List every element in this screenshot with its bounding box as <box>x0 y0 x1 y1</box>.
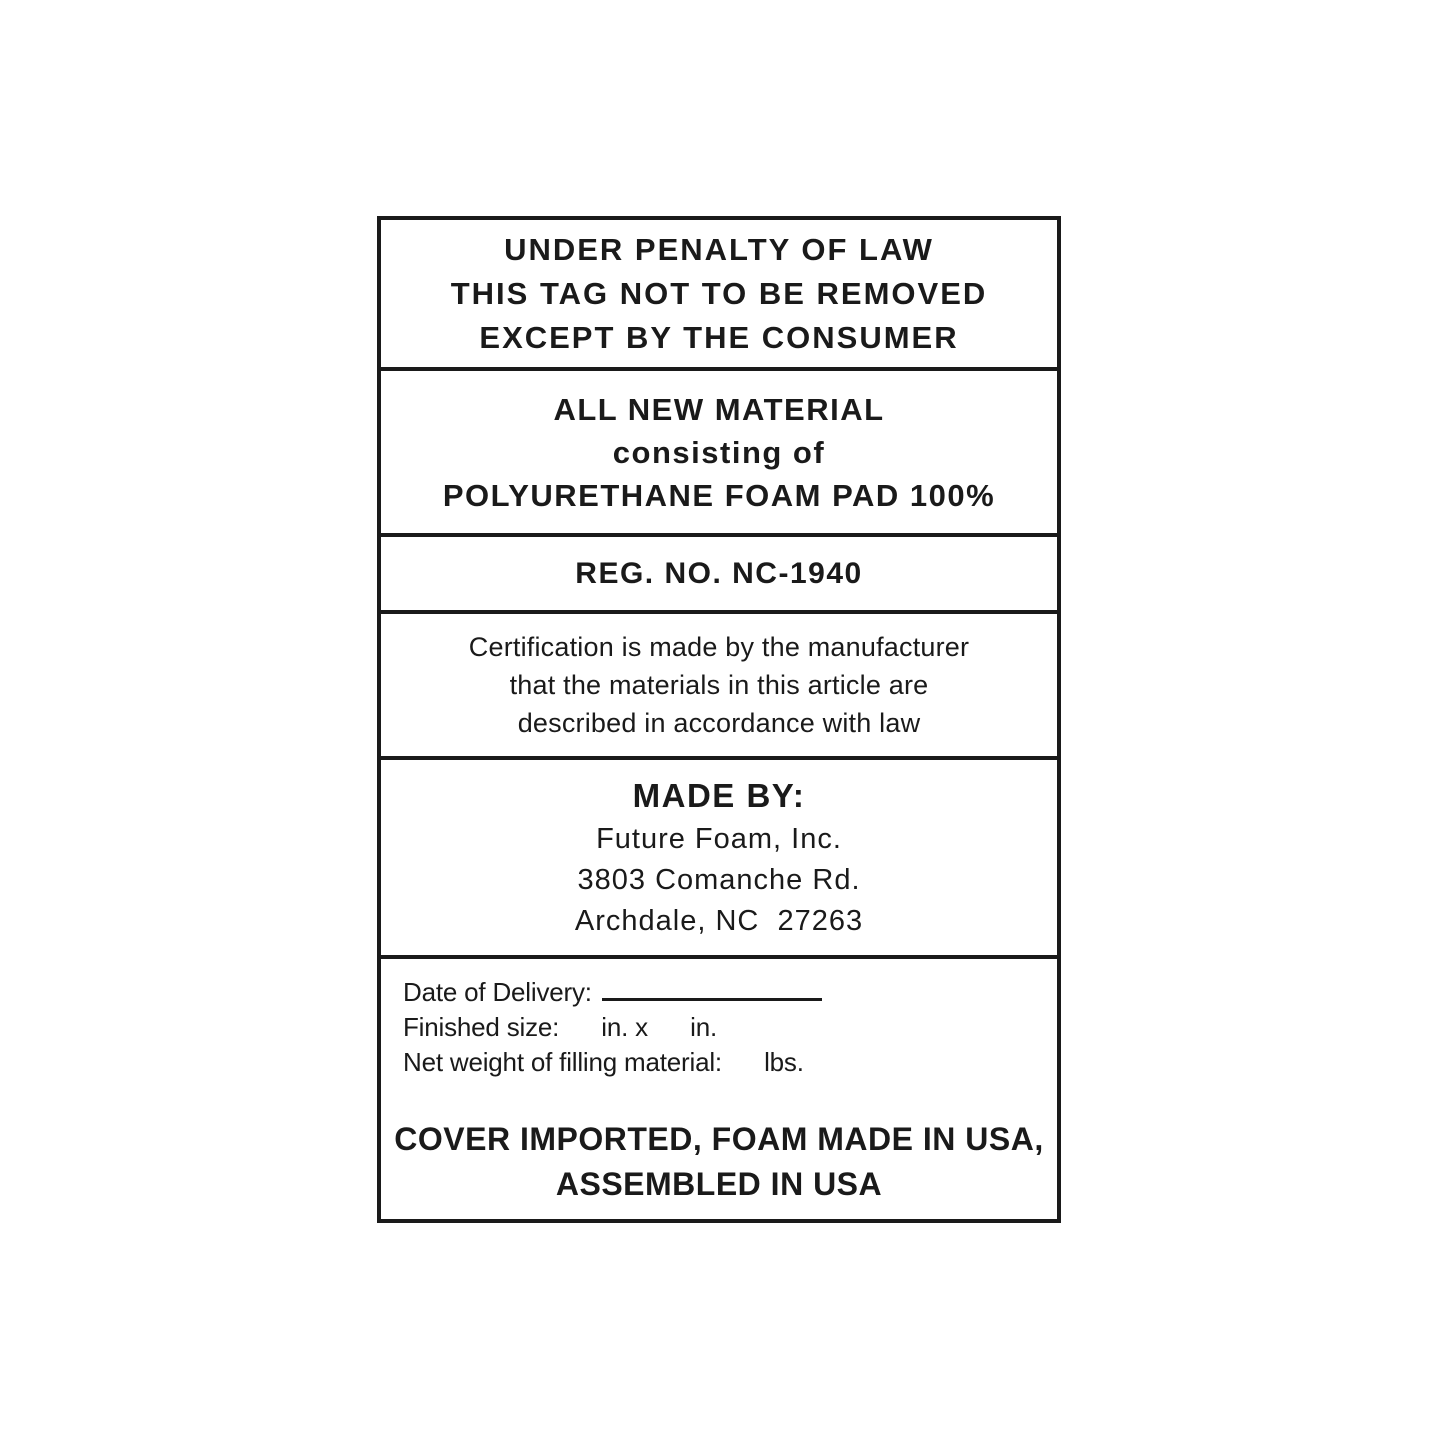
origin-line-1: COVER IMPORTED, FOAM MADE IN USA, <box>394 1121 1044 1157</box>
section-delivery-details <box>381 959 1057 1219</box>
law-tag <box>377 216 1061 1223</box>
registration-number: REG. NO. NC-1940 <box>575 556 863 590</box>
date-of-delivery-label: Date of Delivery: <box>403 977 592 1007</box>
penalty-line-3: EXCEPT BY THE CONSUMER <box>479 319 959 355</box>
date-of-delivery-line <box>403 975 1037 1010</box>
section-penalty-notice <box>381 220 1057 371</box>
section-certification-statement <box>381 614 1057 760</box>
date-of-delivery-blank-line <box>602 979 822 1001</box>
material-line-1: ALL NEW MATERIAL <box>553 391 885 427</box>
section-registration-number <box>381 537 1057 614</box>
made-by-heading: MADE BY: <box>632 777 806 814</box>
delivery-form-block <box>381 959 1057 1080</box>
finished-size-line: Finished size: in. x in. <box>403 1012 717 1042</box>
certification-line-3: described in accordance with law <box>517 708 921 738</box>
penalty-line-1: UNDER PENALTY OF LAW <box>504 231 934 267</box>
manufacturer-city-state-zip: Archdale, NC 27263 <box>574 905 864 937</box>
material-line-3: POLYURETHANE FOAM PAD 100% <box>442 477 996 513</box>
origin-line-2: ASSEMBLED IN USA <box>555 1166 883 1202</box>
section-manufacturer <box>381 760 1057 959</box>
certification-line-2: that the materials in this article are <box>509 670 929 700</box>
manufacturer-company: Future Foam, Inc. <box>596 823 842 855</box>
certification-line-1: Certification is made by the manufacturer <box>468 632 970 662</box>
penalty-line-2: THIS TAG NOT TO BE REMOVED <box>450 275 988 311</box>
material-line-2: consisting of <box>612 434 826 470</box>
manufacturer-street: 3803 Comanche Rd. <box>577 864 861 896</box>
net-weight-line: Net weight of filling material: lbs. <box>403 1047 804 1077</box>
origin-statement-block <box>381 1117 1057 1219</box>
section-material-contents <box>381 371 1057 537</box>
